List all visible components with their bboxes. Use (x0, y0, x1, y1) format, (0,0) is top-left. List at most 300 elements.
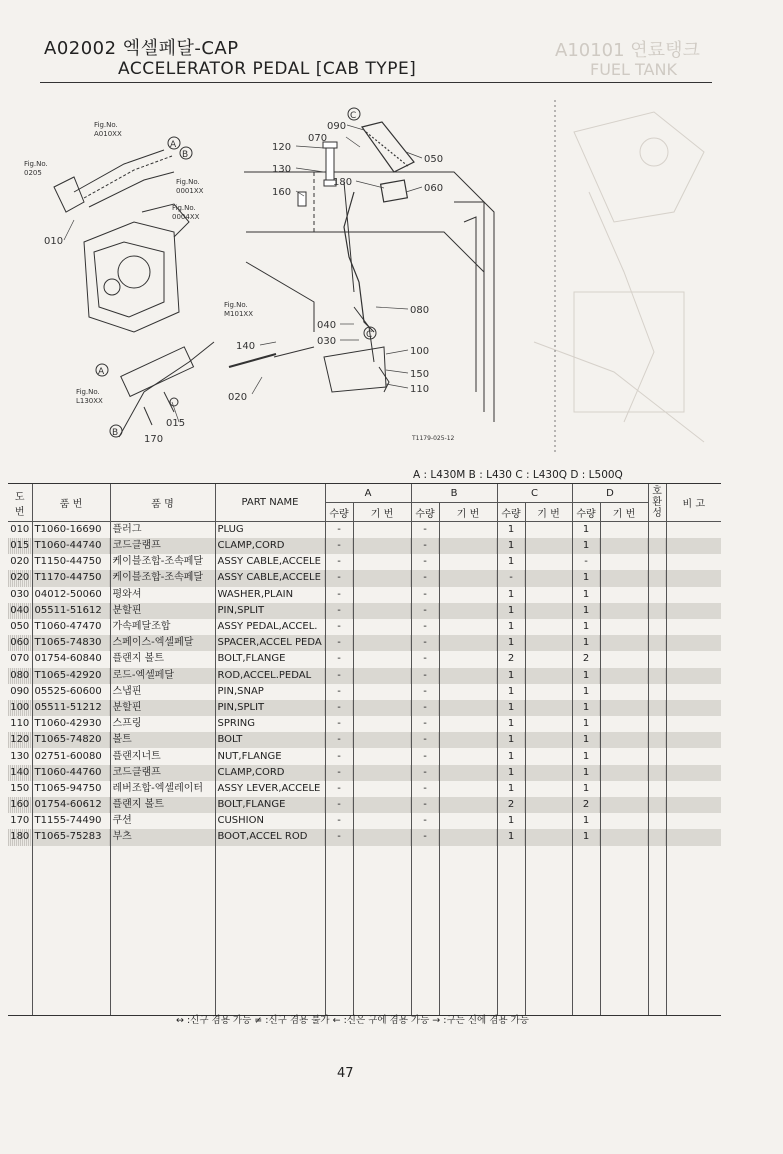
cell-part-name: NUT,FLANGE (215, 748, 325, 764)
cell-qty-c: 1 (497, 765, 525, 781)
cell-qty-a: - (325, 522, 353, 539)
cell-qty-a: - (325, 781, 353, 797)
header-qty-a: 수량 (325, 503, 353, 522)
header-qty-d: 수량 (572, 503, 600, 522)
cell-remarks (666, 813, 721, 829)
cell-base-c (525, 570, 572, 586)
table-row (8, 684, 721, 700)
table-row (8, 813, 721, 829)
cell-part-number: 01754-60612 (32, 797, 110, 813)
cell-ref: 100 (8, 700, 32, 716)
cell-part-number: T1065-94750 (32, 781, 110, 797)
cell-ref: 150 (10, 782, 30, 794)
table-row (8, 716, 721, 732)
cell-remarks (666, 635, 721, 651)
ghost-drawing (534, 112, 704, 442)
fig-ref-0205-code: 0205 (24, 169, 42, 177)
cell-base-d (600, 522, 648, 539)
compatibility-legend: ↔ :신구 겸용 가능 ≠ :신구 겸용 불가 ← :신은 구에 겸용 가능 → :구는 신에 겸용 가능 (176, 1015, 529, 1026)
cell-qty-c: 1 (497, 829, 525, 845)
cell-compatibility (648, 522, 666, 539)
header-korean-name: 품 명 (110, 484, 215, 522)
cell-compatibility (648, 538, 666, 554)
empty-cell (110, 846, 215, 1016)
header-ref: 도 번 (8, 484, 32, 522)
cell-qty-c: 1 (497, 700, 525, 716)
cell-base-d (600, 554, 648, 570)
cell-qty-c: 1 (497, 554, 525, 570)
cell-compatibility (648, 635, 666, 651)
cell-base-c (525, 700, 572, 716)
cell-qty-c: 1 (497, 619, 525, 635)
table-row (8, 635, 721, 651)
empty-cell (439, 846, 497, 1016)
cell-remarks (666, 829, 721, 845)
cell-qty-d: 1 (572, 603, 600, 619)
cell-base-a (353, 668, 411, 684)
cell-korean-name: 볼트 (110, 732, 215, 748)
cell-part-number: T1170-44750 (32, 570, 110, 586)
callout-110: 110 (410, 384, 430, 395)
cell-base-d (600, 668, 648, 684)
cell-base-c (525, 635, 572, 651)
cell-qty-c: 1 (497, 813, 525, 829)
cell-part-name: BOLT,FLANGE (215, 651, 325, 667)
cell-korean-name: 레버조합-엑셀레이터 (110, 781, 215, 797)
cell-qty-d: 2 (572, 797, 600, 813)
cell-ref: 020 (8, 570, 32, 586)
cell-qty-d: 1 (572, 522, 600, 539)
header-model-b: B (411, 484, 497, 503)
cell-part-number: T1060-44760 (32, 765, 110, 781)
cell-base-b (439, 748, 497, 764)
header-part-name: PART NAME (215, 484, 325, 522)
cell-qty-a: - (325, 570, 353, 586)
cab-frame (244, 172, 494, 422)
cell-remarks (666, 651, 721, 667)
cell-compatibility (648, 603, 666, 619)
ghost-title-code: A10101 연료탱크 (555, 40, 700, 61)
cell-part-name: PLUG (215, 522, 325, 539)
cell-part-number: T1150-44750 (32, 554, 110, 570)
table-row (8, 668, 721, 684)
callout-180: 180 (333, 177, 353, 188)
cell-qty-b: - (411, 748, 439, 764)
empty-cell (525, 846, 572, 1016)
cell-part-number: 05525-60600 (32, 684, 110, 700)
cell-compatibility (648, 619, 666, 635)
cell-part-name: WASHER,PLAIN (215, 587, 325, 603)
cell-qty-b: - (411, 781, 439, 797)
model-legend: A : L430M B : L430 C : L430Q D : L500Q (413, 469, 623, 481)
cell-base-d (600, 635, 648, 651)
header-remarks: 비 고 (666, 484, 721, 522)
cell-base-d (600, 619, 648, 635)
cell-compatibility (648, 813, 666, 829)
callout-015: 015 (166, 418, 186, 429)
cell-korean-name: 분할핀 (110, 603, 215, 619)
cell-remarks (666, 684, 721, 700)
cell-base-a (353, 700, 411, 716)
cell-remarks (666, 538, 721, 554)
callout-120: 120 (272, 142, 292, 153)
cell-korean-name: 플랜지 볼트 (110, 651, 215, 667)
cell-base-d (600, 538, 648, 554)
empty-cell (32, 846, 110, 1016)
cell-remarks (666, 732, 721, 748)
marker-c-top: C (350, 111, 357, 121)
cell-part-number: 02751-60080 (32, 748, 110, 764)
cell-base-d (600, 651, 648, 667)
cell-qty-a: - (325, 765, 353, 781)
cell-qty-d: 1 (572, 813, 600, 829)
cell-base-a (353, 619, 411, 635)
cell-ref: 130 (10, 750, 30, 762)
cell-compatibility (648, 651, 666, 667)
table-row (8, 522, 721, 539)
fig-ref-0004-code: 0004XX (172, 213, 200, 221)
cell-qty-b: - (411, 619, 439, 635)
header-base-c: 기 번 (525, 503, 572, 522)
callout-100: 100 (410, 346, 430, 357)
cell-qty-a: - (325, 538, 353, 554)
cell-part-name: SPACER,ACCEL PEDA (215, 635, 325, 651)
cell-part-number: T1060-44740 (32, 538, 110, 554)
cell-compatibility (648, 700, 666, 716)
header-base-b: 기 번 (439, 503, 497, 522)
cell-base-b (439, 684, 497, 700)
cell-compatibility (648, 587, 666, 603)
cell-base-c (525, 716, 572, 732)
cell-base-c (525, 522, 572, 539)
diagram-svg (14, 92, 714, 462)
cell-base-a (353, 829, 411, 845)
cell-base-d (600, 765, 648, 781)
cell-remarks (666, 522, 721, 539)
cell-qty-d: 1 (572, 570, 600, 586)
cell-qty-a: - (325, 635, 353, 651)
cell-remarks (666, 603, 721, 619)
cell-qty-c: 1 (497, 587, 525, 603)
page-number: 47 (337, 1066, 354, 1081)
cell-compatibility (648, 668, 666, 684)
table-row (8, 700, 721, 716)
cell-base-b (439, 603, 497, 619)
table-row (8, 651, 721, 667)
header-model-a: A (325, 484, 411, 503)
cell-base-a (353, 797, 411, 813)
cell-part-name: PIN,SPLIT (215, 700, 325, 716)
callout-080: 080 (410, 305, 430, 316)
empty-cell (497, 846, 525, 1016)
cell-base-a (353, 765, 411, 781)
cell-ref: 020 (10, 556, 30, 568)
cell-base-a (353, 748, 411, 764)
cell-ref: 010 (10, 524, 30, 535)
cell-remarks (666, 570, 721, 586)
ghost-title-en: FUEL TANK (590, 60, 677, 79)
cell-compatibility (648, 781, 666, 797)
cell-part-number: 04012-50060 (32, 587, 110, 603)
marker-c-bottom: C (366, 330, 373, 340)
cell-qty-c: 1 (497, 684, 525, 700)
cell-compatibility (648, 797, 666, 813)
fig-ref-l130-code: L130XX (76, 397, 103, 405)
cell-base-b (439, 829, 497, 845)
empty-cell (648, 846, 666, 1016)
cell-part-name: CLAMP,CORD (215, 765, 325, 781)
cell-base-a (353, 684, 411, 700)
cell-ref: 070 (10, 653, 30, 665)
cell-part-name: CUSHION (215, 813, 325, 829)
cell-qty-d: 1 (572, 538, 600, 554)
table-row (8, 619, 721, 635)
table-row (8, 748, 721, 764)
cell-part-name: BOLT,FLANGE (215, 797, 325, 813)
page-title-code: A02002 엑셀페달-CAP (44, 38, 239, 59)
cell-part-number: T1065-74830 (32, 635, 110, 651)
cell-compatibility (648, 829, 666, 845)
fig-ref-0004: Fig.No. (172, 204, 196, 212)
cell-part-number: T1060-47470 (32, 619, 110, 635)
accelerator-pedal (344, 122, 414, 332)
cell-korean-name: 가속페달조합 (110, 619, 215, 635)
cell-base-b (439, 700, 497, 716)
cell-ref: 110 (10, 718, 30, 730)
cell-base-a (353, 554, 411, 570)
callout-090: 090 (327, 121, 347, 132)
cell-qty-d: 1 (572, 748, 600, 764)
cell-part-number: 05511-51212 (32, 700, 110, 716)
cell-qty-a: - (325, 684, 353, 700)
cell-qty-b: - (411, 829, 439, 845)
cell-base-b (439, 716, 497, 732)
cell-qty-c: 1 (497, 635, 525, 651)
marker-b-top: B (182, 150, 189, 160)
cell-qty-c: 1 (497, 716, 525, 732)
cell-base-b (439, 619, 497, 635)
cell-base-c (525, 748, 572, 764)
cell-korean-name: 케이블조합-조속페달 (110, 570, 215, 586)
empty-cell (411, 846, 439, 1016)
callout-060: 060 (424, 183, 444, 194)
cell-qty-a: - (325, 587, 353, 603)
cell-base-d (600, 732, 648, 748)
cell-qty-d: 1 (572, 684, 600, 700)
cell-korean-name: 스냅핀 (110, 684, 215, 700)
cell-remarks (666, 619, 721, 635)
header-qty-c: 수량 (497, 503, 525, 522)
cell-qty-c: 1 (497, 748, 525, 764)
cell-qty-d: 1 (572, 668, 600, 684)
cell-qty-b: - (411, 684, 439, 700)
cell-qty-b: - (411, 570, 439, 586)
header-model-c: C (497, 484, 572, 503)
cell-part-name: ROD,ACCEL.PEDAL (215, 668, 325, 684)
cell-base-d (600, 716, 648, 732)
cell-base-d (600, 570, 648, 586)
title-rule (40, 82, 712, 83)
table-empty-area (8, 846, 721, 1016)
marker-a-top: A (170, 140, 177, 150)
cell-korean-name: 스페이스-엑셀페달 (110, 635, 215, 651)
table-row (8, 781, 721, 797)
cell-remarks (666, 716, 721, 732)
cell-base-b (439, 538, 497, 554)
cell-korean-name: 부츠 (110, 829, 215, 845)
cell-remarks (666, 668, 721, 684)
cell-qty-b: - (411, 522, 439, 539)
figure-references (24, 121, 256, 405)
cell-remarks (666, 700, 721, 716)
callout-010: 010 (44, 236, 64, 247)
cell-base-c (525, 732, 572, 748)
cell-qty-a: - (325, 813, 353, 829)
cell-base-a (353, 732, 411, 748)
callout-numbers (44, 121, 443, 445)
callout-050: 050 (424, 154, 444, 165)
cell-base-c (525, 538, 572, 554)
cell-part-name: ASSY CABLE,ACCELE (215, 570, 325, 586)
cell-part-number: T1065-42920 (32, 668, 110, 684)
cell-korean-name: 스프링 (110, 716, 215, 732)
callout-020: 020 (228, 392, 248, 403)
callout-160: 160 (272, 187, 292, 198)
cell-qty-b: - (411, 732, 439, 748)
empty-cell (353, 846, 411, 1016)
cell-part-name: BOLT (215, 732, 325, 748)
cell-part-number: 01754-60840 (32, 651, 110, 667)
cell-base-b (439, 781, 497, 797)
cell-base-a (353, 587, 411, 603)
cell-compatibility (648, 554, 666, 570)
cell-compatibility (648, 732, 666, 748)
cell-base-d (600, 603, 648, 619)
cell-qty-a: - (325, 700, 353, 716)
header-part-number: 품 번 (32, 484, 110, 522)
cell-qty-d: 1 (572, 781, 600, 797)
empty-cell (325, 846, 353, 1016)
cell-base-d (600, 684, 648, 700)
fig-ref-a010: Fig.No. (94, 121, 118, 129)
cell-qty-a: - (325, 829, 353, 845)
callout-040: 040 (317, 320, 337, 331)
header-compatibility: 호 환 성 (648, 484, 666, 522)
cell-qty-b: - (411, 765, 439, 781)
cell-qty-a: - (325, 554, 353, 570)
cell-base-c (525, 829, 572, 845)
empty-cell (572, 846, 600, 1016)
cell-ref: 170 (10, 815, 30, 827)
cell-qty-d: - (572, 554, 600, 570)
table-row (8, 538, 721, 554)
callout-070: 070 (308, 133, 328, 144)
cell-part-number: T1060-42930 (32, 716, 110, 732)
cell-base-d (600, 829, 648, 845)
cell-qty-c: 1 (497, 732, 525, 748)
fig-ref-0205: Fig.No. (24, 160, 48, 168)
empty-cell (600, 846, 648, 1016)
header-model-d: D (572, 484, 648, 503)
fig-ref-0001: Fig.No. (176, 178, 200, 186)
cell-remarks (666, 781, 721, 797)
cell-base-d (600, 797, 648, 813)
header-qty-b: 수량 (411, 503, 439, 522)
cell-qty-c: 2 (497, 797, 525, 813)
cell-part-name: BOOT,ACCEL ROD (215, 829, 325, 845)
cell-qty-b: - (411, 813, 439, 829)
cell-base-b (439, 635, 497, 651)
cell-qty-b: - (411, 554, 439, 570)
cell-base-d (600, 748, 648, 764)
fig-ref-m101: Fig.No. (224, 301, 248, 309)
cell-ref: 140 (8, 765, 32, 781)
cell-remarks (666, 765, 721, 781)
cell-base-a (353, 570, 411, 586)
cell-part-name: ASSY LEVER,ACCELE (215, 781, 325, 797)
table-row (8, 587, 721, 603)
cell-qty-c: 1 (497, 668, 525, 684)
cell-qty-a: - (325, 651, 353, 667)
bolt-120 (298, 142, 337, 206)
cell-base-c (525, 668, 572, 684)
cell-base-b (439, 570, 497, 586)
table-row (8, 829, 721, 845)
cell-qty-c: 2 (497, 651, 525, 667)
cell-base-d (600, 587, 648, 603)
table-row (8, 797, 721, 813)
cell-remarks (666, 797, 721, 813)
cell-qty-a: - (325, 668, 353, 684)
cell-compatibility (648, 684, 666, 700)
cell-part-number: T1060-16690 (32, 522, 110, 539)
cell-qty-c: 1 (497, 538, 525, 554)
cell-base-a (353, 781, 411, 797)
cell-base-c (525, 554, 572, 570)
cell-base-a (353, 651, 411, 667)
cell-part-name: CLAMP,CORD (215, 538, 325, 554)
cell-base-c (525, 619, 572, 635)
cell-compatibility (648, 748, 666, 764)
cell-qty-a: - (325, 619, 353, 635)
cell-qty-d: 1 (572, 635, 600, 651)
empty-cell (215, 846, 325, 1016)
cell-qty-b: - (411, 797, 439, 813)
empty-cell (8, 846, 32, 1016)
cell-korean-name: 평와셔 (110, 587, 215, 603)
cell-qty-c: 1 (497, 603, 525, 619)
fig-ref-l130: Fig.No. (76, 388, 100, 396)
cell-qty-b: - (411, 700, 439, 716)
cell-base-c (525, 781, 572, 797)
cell-compatibility (648, 765, 666, 781)
callout-030: 030 (317, 336, 337, 347)
callout-130: 130 (272, 164, 292, 175)
fig-ref-a010-code: A010XX (94, 130, 122, 138)
drawing-id: T1179-025-12 (412, 435, 455, 442)
cell-qty-a: - (325, 716, 353, 732)
cell-part-name: SPRING (215, 716, 325, 732)
cell-remarks (666, 587, 721, 603)
cell-ref: 180 (8, 829, 32, 845)
cell-korean-name: 케이블조합-조속페달 (110, 554, 215, 570)
header-base-a: 기 번 (353, 503, 411, 522)
cell-part-name: ASSY CABLE,ACCELE (215, 554, 325, 570)
cell-qty-b: - (411, 668, 439, 684)
cell-base-a (353, 716, 411, 732)
cell-qty-d: 2 (572, 651, 600, 667)
cell-compatibility (648, 570, 666, 586)
